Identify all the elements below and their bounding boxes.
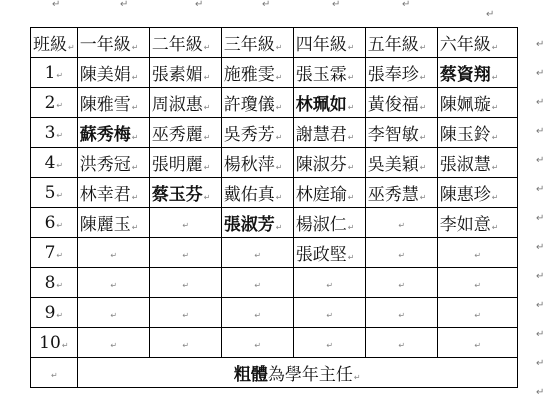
paragraph-mark: ↵ <box>402 0 411 10</box>
empty-cell: ↵ <box>365 328 437 358</box>
empty-cell: ↵ <box>77 268 149 298</box>
teacher-name-cell: 林珮如↵ <box>293 88 365 118</box>
header-row <box>31 28 518 58</box>
teacher-name: 張素媚 <box>151 65 203 85</box>
empty-cell: ↵ <box>221 298 293 328</box>
teacher-name-cell: 蔡資翔↵ <box>437 58 517 88</box>
empty-cell: ↵ <box>149 238 221 268</box>
teacher-name-cell: 吳美穎↵ <box>365 148 437 178</box>
class-number: 8 <box>44 272 56 293</box>
grade-head-teacher-name: 林珮如 <box>295 95 347 115</box>
empty-cell: ↵ <box>365 208 437 238</box>
paragraph-mark: ↵ <box>536 271 544 282</box>
teacher-name-cell: 張素媚↵ <box>149 58 221 88</box>
paragraph-mark: ↵ <box>536 300 544 311</box>
empty-cell: ↵ <box>365 238 437 268</box>
grade-head-teacher-name: 蔡資翔 <box>439 65 491 85</box>
paragraph-mark: ↵ <box>536 97 544 108</box>
teacher-name: 張政堅 <box>295 245 347 265</box>
grade-head-teacher-name: 蘇秀梅 <box>79 125 131 145</box>
class-number: 1 <box>44 62 56 83</box>
class-number: 6 <box>44 212 56 233</box>
class-number: 4 <box>44 152 56 173</box>
teacher-name-cell: 陳淑芬↵ <box>293 148 365 178</box>
teacher-name-cell: 洪秀冠↵ <box>77 148 149 178</box>
teacher-name-cell: 楊淑仁↵ <box>293 208 365 238</box>
teacher-name: 吳美穎 <box>367 155 419 175</box>
class-number-cell: 5↵ <box>31 178 78 208</box>
teacher-name: 李智敏 <box>367 125 419 145</box>
teacher-name: 黃俊福 <box>367 95 419 115</box>
empty-cell: ↵ <box>149 208 221 238</box>
teacher-name-cell: 陳美娟↵ <box>77 58 149 88</box>
paragraph-mark: ↵ <box>536 68 544 79</box>
empty-cell: ↵ <box>77 298 149 328</box>
class-number: 7 <box>44 242 56 263</box>
table-row <box>31 88 518 118</box>
teacher-name-cell: 吳秀芳↵ <box>221 118 293 148</box>
table-row <box>31 268 518 298</box>
empty-cell: ↵ <box>149 298 221 328</box>
empty-cell: ↵ <box>437 238 517 268</box>
teacher-name-cell: 巫秀慧↵ <box>365 178 437 208</box>
grade-head-teacher-name: 張淑芳 <box>223 215 275 235</box>
teacher-name: 李如意 <box>439 215 491 235</box>
class-number-cell: 10↵ <box>31 328 78 358</box>
teacher-name: 陳玉鈴 <box>439 125 491 145</box>
teacher-name-cell: 黃俊福↵ <box>365 88 437 118</box>
header-cell-grade-2: 二年級↵ <box>149 28 221 58</box>
paragraph-mark: ↵ <box>262 0 271 10</box>
class-number-cell: 2↵ <box>31 88 78 118</box>
class-number-cell: 3↵ <box>31 118 78 148</box>
teacher-name-cell: 謝慧君↵ <box>293 118 365 148</box>
paragraph-mark: ↵ <box>536 126 544 137</box>
teacher-name-cell: 林幸君↵ <box>77 178 149 208</box>
teacher-name: 楊秋萍 <box>223 155 275 175</box>
teacher-name: 林庭瑜 <box>295 185 347 205</box>
teacher-name-cell: 陳雅雪↵ <box>77 88 149 118</box>
teacher-name: 謝慧君 <box>295 125 347 145</box>
teacher-name-cell: 陳麗玉↵ <box>77 208 149 238</box>
empty-cell: ↵ <box>149 328 221 358</box>
teacher-name: 陳麗玉 <box>79 215 131 235</box>
footer-note-text: 為學年主任 <box>267 365 353 385</box>
class-number: 3 <box>44 122 56 143</box>
paragraph-mark: ↵ <box>120 0 129 10</box>
header-cell-grade-1: 一年級↵ <box>77 28 149 58</box>
teacher-name: 楊淑仁 <box>295 215 347 235</box>
paragraph-mark: ↵ <box>536 387 544 398</box>
teacher-name-cell: 巫秀麗↵ <box>149 118 221 148</box>
teacher-name-cell: 楊秋萍↵ <box>221 148 293 178</box>
teacher-name: 戴佑真 <box>223 185 275 205</box>
footer-empty-cell: ↵ <box>31 358 78 388</box>
teacher-name: 巫秀慧 <box>367 185 419 205</box>
teacher-name-cell: 許瓊儀↵ <box>221 88 293 118</box>
empty-cell: ↵ <box>437 268 517 298</box>
teacher-name: 許瓊儀 <box>223 95 275 115</box>
teacher-name: 洪秀冠 <box>79 155 131 175</box>
header-cell-grade-6: 六年級↵ <box>437 28 517 58</box>
empty-cell: ↵ <box>221 268 293 298</box>
table-row <box>31 328 518 358</box>
empty-cell: ↵ <box>437 298 517 328</box>
paragraph-mark: ↵ <box>536 213 544 224</box>
paragraph-mark: ↵ <box>536 329 544 340</box>
teacher-name: 吳秀芳 <box>223 125 275 145</box>
teacher-name: 張淑慧 <box>439 155 491 175</box>
header-cell-grade-5: 五年級↵ <box>365 28 437 58</box>
empty-cell: ↵ <box>293 268 365 298</box>
teacher-name-cell: 陳惠珍↵ <box>437 178 517 208</box>
teacher-name-cell: 陳玉鈴↵ <box>437 118 517 148</box>
paragraph-mark: ↵ <box>52 0 61 10</box>
teacher-name-cell: 戴佑真↵ <box>221 178 293 208</box>
paragraph-mark: ↵ <box>195 0 204 10</box>
empty-cell: ↵ <box>365 268 437 298</box>
paragraph-mark: ↵ <box>536 39 544 50</box>
teacher-name-cell: 蔡玉芬↵ <box>149 178 221 208</box>
class-number: 10 <box>39 332 61 353</box>
paragraph-mark: ↵ <box>536 358 544 369</box>
empty-cell: ↵ <box>221 328 293 358</box>
class-number-cell: 7↵ <box>31 238 78 268</box>
teacher-name-cell: 周淑惠↵ <box>149 88 221 118</box>
class-number: 2 <box>44 92 56 113</box>
footer-note: 粗體為學年主任↵ <box>77 358 517 388</box>
teacher-name-cell: 張奉珍↵ <box>365 58 437 88</box>
header-cell-grade-4: 四年級↵ <box>293 28 365 58</box>
table-row <box>31 58 518 88</box>
teacher-name-cell: 林庭瑜↵ <box>293 178 365 208</box>
empty-cell: ↵ <box>293 298 365 328</box>
table-row <box>31 238 518 268</box>
empty-cell: ↵ <box>293 328 365 358</box>
teacher-name: 陳雅雪 <box>79 95 131 115</box>
teacher-name-cell: 李如意↵ <box>437 208 517 238</box>
teacher-name: 巫秀麗 <box>151 125 203 145</box>
footer-note-bold: 粗體 <box>233 365 268 385</box>
teacher-name: 林幸君 <box>79 185 131 205</box>
teacher-name-cell: 張明麗↵ <box>149 148 221 178</box>
class-number-cell: 8↵ <box>31 268 78 298</box>
teacher-name-cell: 張玉霖↵ <box>293 58 365 88</box>
teacher-name-cell: 張淑芳↵ <box>221 208 293 238</box>
empty-cell: ↵ <box>149 268 221 298</box>
teacher-name: 陳美娟 <box>79 65 131 85</box>
empty-cell: ↵ <box>365 298 437 328</box>
class-number-cell: 9↵ <box>31 298 78 328</box>
class-number: 9 <box>44 302 56 323</box>
teacher-name-cell: 蘇秀梅↵ <box>77 118 149 148</box>
grade-head-teacher-name: 蔡玉芬 <box>151 185 203 205</box>
teacher-name-cell: 施雅雯↵ <box>221 58 293 88</box>
footer-row <box>31 358 518 388</box>
paragraph-mark: ↵ <box>332 0 341 10</box>
table-row <box>31 148 518 178</box>
teacher-name: 張奉珍 <box>367 65 419 85</box>
table-row <box>31 178 518 208</box>
teacher-name-cell: 張政堅↵ <box>293 238 365 268</box>
class-number-cell: 6↵ <box>31 208 78 238</box>
empty-cell: ↵ <box>437 328 517 358</box>
teacher-name: 張明麗 <box>151 155 203 175</box>
teacher-name: 張玉霖 <box>295 65 347 85</box>
table-row <box>31 298 518 328</box>
teacher-name: 陳姵璇 <box>439 95 491 115</box>
paragraph-mark: ↵ <box>536 155 544 166</box>
paragraph-mark: ↵ <box>536 242 544 253</box>
class-number-cell: 4↵ <box>31 148 78 178</box>
empty-cell: ↵ <box>77 328 149 358</box>
teacher-name-cell: 李智敏↵ <box>365 118 437 148</box>
class-number-cell: 1↵ <box>31 58 78 88</box>
teacher-name: 陳淑芬 <box>295 155 347 175</box>
header-cell-class: 班級↵ <box>31 28 78 58</box>
header-cell-grade-3: 三年級↵ <box>221 28 293 58</box>
homeroom-teacher-table <box>30 27 518 388</box>
teacher-name-cell: 張淑慧↵ <box>437 148 517 178</box>
class-number: 5 <box>44 182 56 203</box>
teacher-name: 施雅雯 <box>223 65 275 85</box>
teacher-name-cell: 陳姵璇↵ <box>437 88 517 118</box>
table-row <box>31 118 518 148</box>
empty-cell: ↵ <box>221 238 293 268</box>
teacher-name: 陳惠珍 <box>439 185 491 205</box>
paragraph-mark: ↵ <box>536 184 544 195</box>
teacher-name: 周淑惠 <box>151 95 203 115</box>
paragraph-mark: ↵ <box>486 9 495 20</box>
empty-cell: ↵ <box>77 238 149 268</box>
table-row <box>31 208 518 238</box>
